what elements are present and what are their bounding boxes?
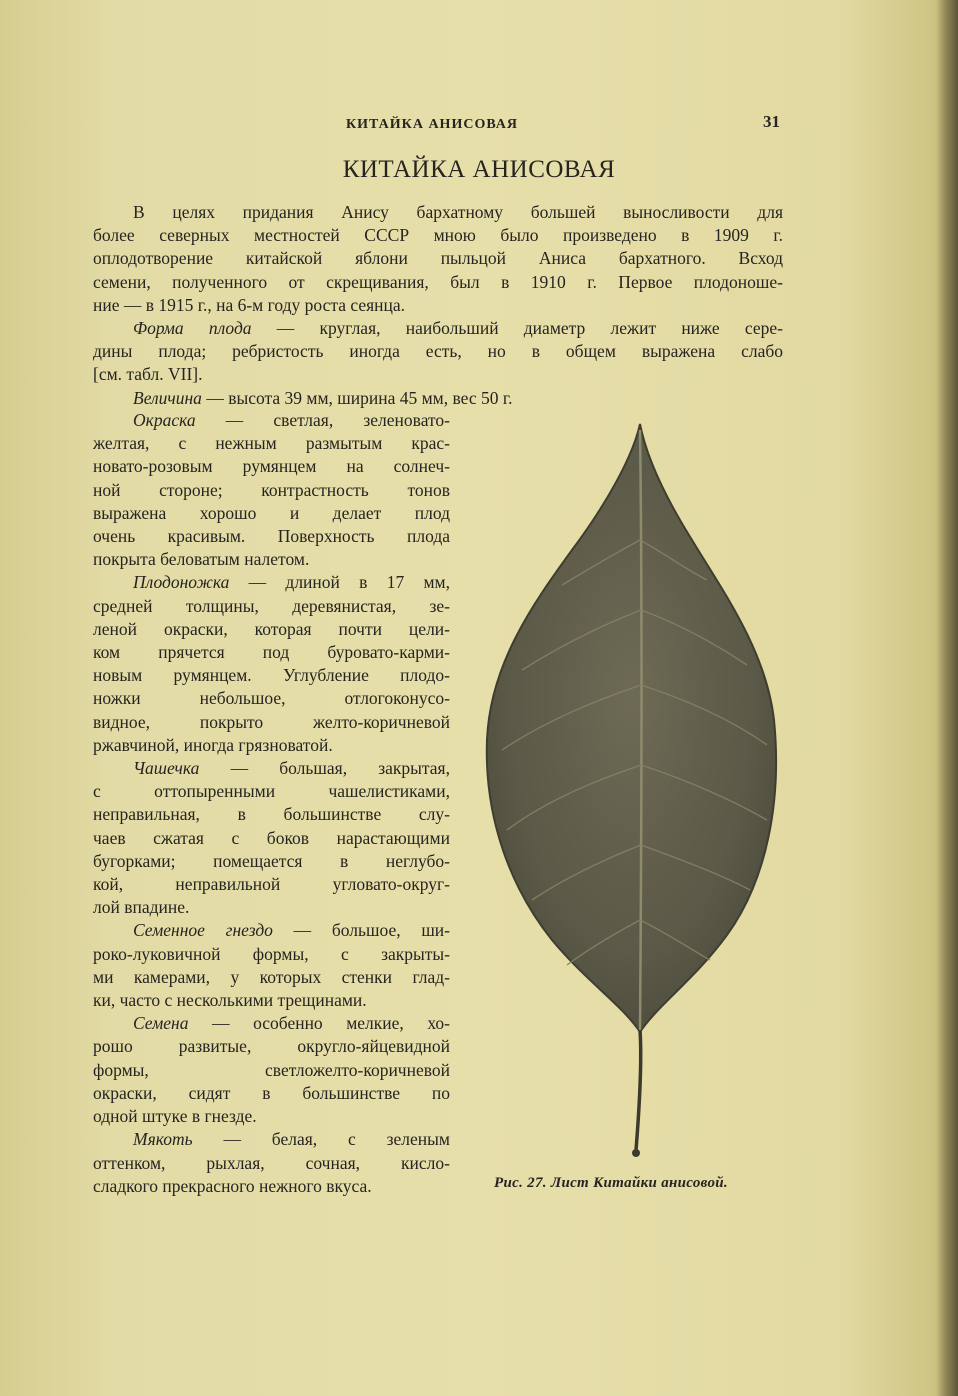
color-line: желтая, с нежным размытым крас-: [93, 433, 450, 454]
flesh-line: оттенком, рыхлая, сочная, кисло-: [93, 1152, 450, 1173]
running-header: КИТАЙКА АНИСОВАЯ: [346, 117, 519, 132]
color-text: — светлая, зеленовато-: [195, 410, 450, 430]
stalk-line: видное, покрыто желто-коричневой: [93, 711, 450, 732]
seeds-line: одной штуке в гнезде.: [93, 1106, 257, 1127]
page-number: 31: [763, 112, 780, 131]
color-line: покрыта беловатым налетом.: [93, 549, 310, 570]
stalk-line: новым румянцем. Углубление плодо-: [93, 665, 450, 686]
stalk-line: ком прячется под буровато-карми-: [93, 642, 450, 663]
form-line: [см. табл. VII].: [93, 364, 203, 385]
calyx-line: кой, неправильной угловато-округ-: [93, 874, 450, 895]
seeds-term: Семена: [133, 1013, 189, 1034]
calyx-line: бугорками; помещается в неглубо-: [93, 850, 450, 871]
color-line: ной стороне; контрастность тонов: [93, 479, 450, 500]
calyx-line: неправильная, в большинстве слу-: [93, 804, 450, 825]
seeds-line: рошо развитые, округло-яйцевидной: [93, 1036, 450, 1057]
seed-nest-line: [93, 919, 450, 942]
leaf-illustration: [482, 420, 782, 1165]
seed-nest-term: Семенное гнездо: [133, 920, 273, 941]
stalk-text: — длиной в 17 мм,: [229, 572, 450, 593]
seed-nest-text: — большое, ши-: [272, 920, 450, 941]
stalk-line: ножки небольшое, отлогоконусо-: [93, 688, 450, 709]
calyx-line: лой впадине.: [93, 897, 190, 918]
seeds-text: — особенно мелкие, хо-: [188, 1013, 450, 1034]
seed-nest-line: роко-луковичной формы, с закрыты-: [93, 943, 450, 964]
form-line: [93, 317, 783, 340]
seed-nest-line: ми камерами, у которых стенки глад-: [93, 966, 450, 987]
flesh-line: сладкого прекрасного нежного вкуса.: [93, 1175, 372, 1196]
seeds-line: формы, светложелто-коричневой: [93, 1059, 450, 1080]
leaf-icon: [482, 420, 782, 1165]
size-term: Величина: [133, 387, 202, 408]
seed-nest-line: ки, часто с несколькими трещинами.: [93, 990, 367, 1011]
article-title: КИТАЙКА АНИСОВАЯ: [342, 156, 616, 183]
color-line: новато-розовым румянцем на солнеч-: [93, 456, 450, 477]
size-text: — высота 39 мм, ширина 45 мм, вес 50 г.: [201, 387, 513, 408]
stalk-term: Плодоножка: [133, 572, 230, 593]
calyx-line: чаев сжатая с боков нарастающими: [93, 827, 450, 848]
calyx-text: — большая, закрытая,: [199, 758, 450, 779]
intro-line: более северных местностей СССР мною было произведено в 1909 г.: [93, 225, 783, 246]
color-line: очень красивым. Поверхность плода: [93, 526, 450, 547]
form-line: дины плода; ребристость иногда есть, но в общем выражена слабо: [93, 341, 783, 362]
form-text: — круглая, наибольший диаметр лежит ниже сере-: [251, 318, 783, 339]
stalk-line: [93, 571, 450, 594]
seeds-line: окраски, сидят в большинстве по: [93, 1082, 450, 1103]
form-term: Форма плода: [133, 318, 252, 339]
intro-line: оплодотворение китайской яблони пыльцой Аниса бархатного. Всход: [93, 248, 783, 269]
intro-line: В целях придания Анису бархатному большей выносливости для: [133, 202, 783, 222]
stalk-line: ржавчиной, иногда грязноватой.: [93, 734, 333, 755]
color-term: Окраска: [133, 410, 196, 430]
calyx-term: Чашечка: [133, 758, 200, 779]
size-line: [93, 387, 783, 410]
intro-line: семени, полученного от скрещивания, был в 1910 г. Первое плодоноше-: [93, 271, 783, 292]
stalk-line: средней толщины, деревянистая, зе-: [93, 595, 450, 616]
flesh-line: [93, 1128, 450, 1151]
flesh-text: — белая, с зеленым: [192, 1129, 450, 1150]
calyx-line: с оттопыренными чашелистиками,: [93, 781, 450, 802]
color-line: [93, 409, 450, 432]
seeds-line: [93, 1012, 450, 1035]
intro-paragraph: [93, 201, 783, 410]
stalk-line: леной окраски, которая почти цели-: [93, 618, 450, 639]
flesh-term: Мякоть: [133, 1129, 193, 1150]
figure-caption: Рис. 27. Лист Китайки анисовой.: [494, 1175, 728, 1191]
description-column: [93, 409, 450, 1198]
book-spine-shadow: [936, 0, 958, 1396]
intro-line: ние — в 1915 г., на 6-м году роста сеянца.: [93, 294, 406, 315]
calyx-line: [93, 757, 450, 780]
color-line: выражена хорошо и делает плод: [93, 502, 450, 523]
